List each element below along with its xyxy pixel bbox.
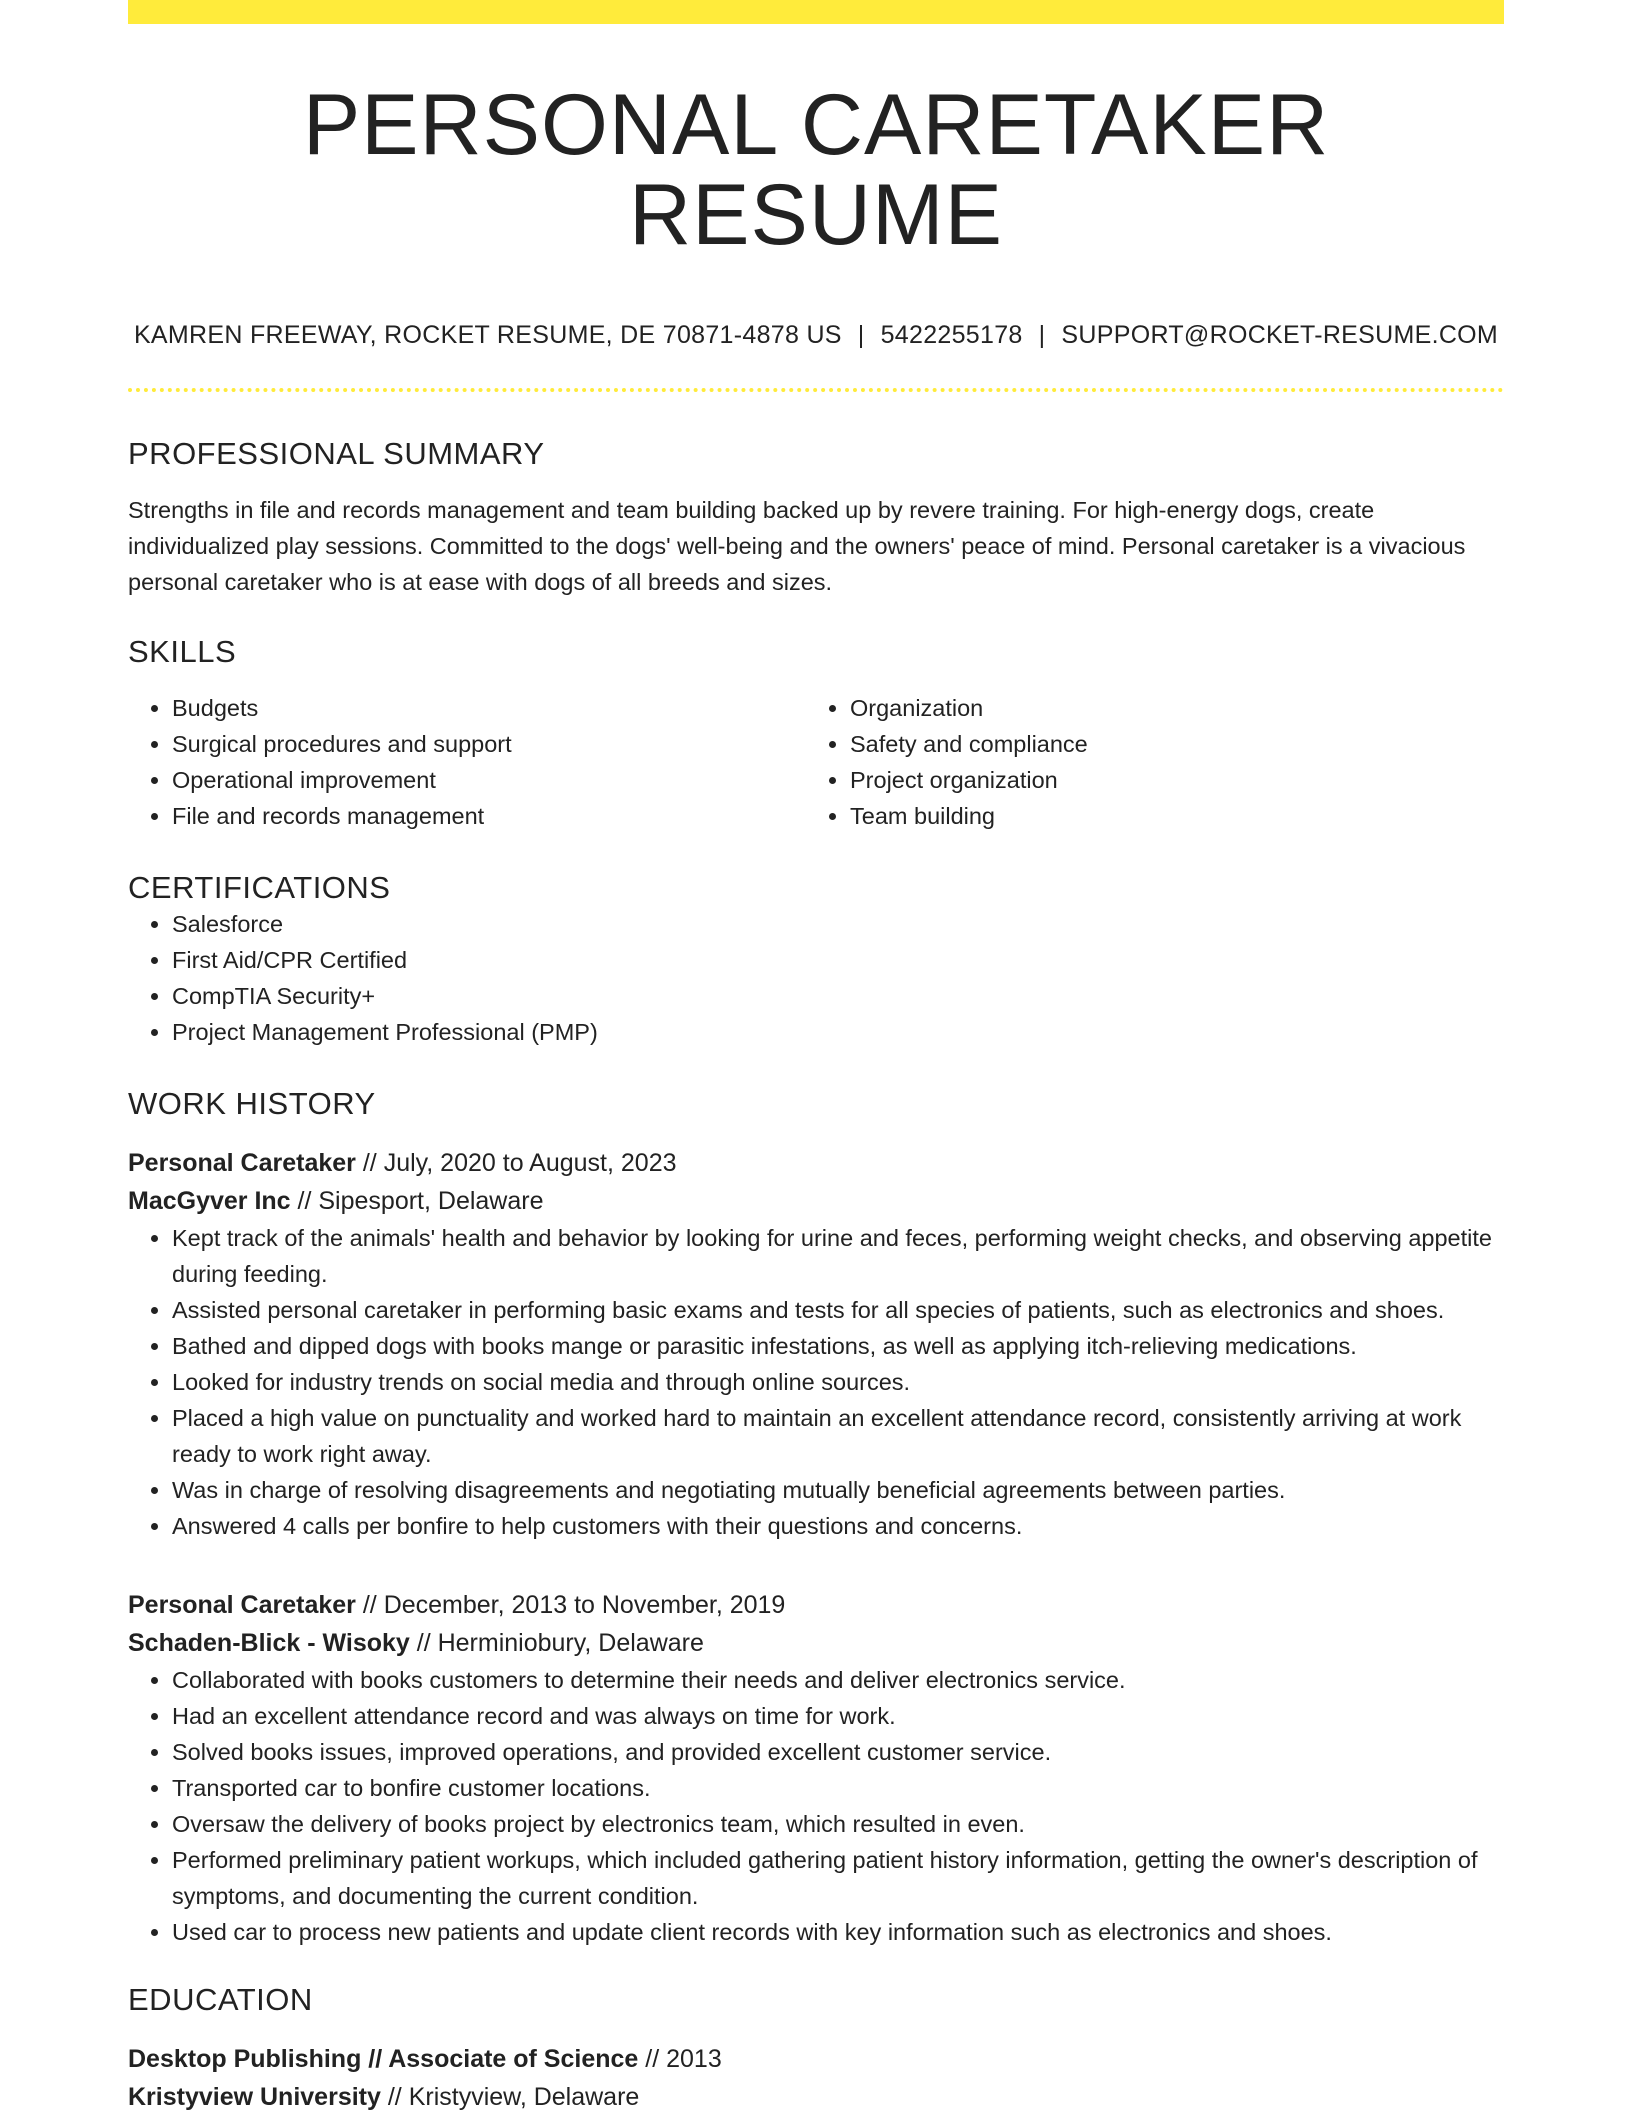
education-entry [128, 2040, 1504, 2116]
job-title-line [128, 1144, 1504, 1182]
list-item: • Solved books issues, improved operations, and provided excellent customer service. [172, 1734, 1504, 1770]
list-item: • Team building [850, 798, 1484, 834]
list-item: • Answered 4 calls per bonfire to help customers with their questions and concerns. [172, 1508, 1504, 1544]
list-item: • Salesforce [172, 906, 1504, 942]
resume-page [128, 0, 1504, 2116]
contact-separator: | [857, 320, 865, 349]
summary-text: Strengths in file and records management and team building backed up by revere training. For high-energy dogs, create individualized play sessions. Committed to the dogs' well-being and the owners' peace of mind. Personal caretaker is a vivacious personal caretaker who is at ease with dogs of all breeds and sizes. [128, 496, 1466, 595]
list-item: • Looked for industry trends on social media and through online sources. [172, 1364, 1504, 1400]
summary-heading: PROFESSIONAL SUMMARY [128, 435, 545, 471]
skills-grid [128, 690, 1504, 834]
education-year: // 2013 [638, 2044, 722, 2073]
job-entry [128, 1144, 1504, 1544]
list-item: • Organization [850, 690, 1484, 726]
contact-separator: | [1038, 320, 1046, 349]
job-dates: // December, 2013 to November, 2019 [355, 1590, 786, 1619]
dotted-divider [128, 388, 1504, 392]
list-item: • First Aid/CPR Certified [172, 942, 1504, 978]
job-role: Personal Caretaker [128, 1148, 356, 1177]
list-item: • Surgical procedures and support [172, 726, 806, 762]
job-location: // Herminiobury, Delaware [409, 1628, 704, 1657]
education-school-line [128, 2078, 1504, 2116]
contact-email: SUPPORT@ROCKET-RESUME.COM [1061, 320, 1499, 349]
skills-column-right [806, 690, 1484, 834]
skills-column-left [128, 690, 806, 834]
certifications-list [128, 906, 1504, 1050]
education-heading: EDUCATION [128, 1981, 313, 2017]
list-item: • Collaborated with books customers to determine their needs and deliver electronics service. [172, 1662, 1504, 1698]
work-history-heading: WORK HISTORY [128, 1085, 376, 1121]
certifications-heading: CERTIFICATIONS [128, 869, 391, 905]
list-item: • Safety and compliance [850, 726, 1484, 762]
contact-address: KAMREN FREEWAY, ROCKET RESUME, DE 70871-4878 US [133, 320, 842, 349]
job-company: Schaden-Blick - Wisoky [128, 1628, 410, 1657]
list-item: • Project Management Professional (PMP) [172, 1014, 1504, 1050]
job-dates: // July, 2020 to August, 2023 [355, 1148, 677, 1177]
top-accent-bar [128, 0, 1504, 24]
job-company-line [128, 1182, 1504, 1220]
list-item: • Used car to process new patients and update client records with key information such as electronics and shoes. [172, 1914, 1504, 1950]
job-duties-list [128, 1662, 1504, 1950]
skills-list-left [128, 690, 806, 834]
list-item: • Placed a high value on punctuality and worked hard to maintain an excellent attendance record, consistently arriving at work ready to work right away. [172, 1400, 1504, 1472]
job-company: MacGyver Inc [128, 1186, 291, 1215]
job-role: Personal Caretaker [128, 1590, 356, 1619]
education-degree-line [128, 2040, 1504, 2078]
job-title-line [128, 1586, 1504, 1624]
skills-list-right [806, 690, 1484, 834]
skills-heading: SKILLS [128, 633, 237, 669]
list-item: • Budgets [172, 690, 806, 726]
list-item: • Assisted personal caretaker in performing basic exams and tests for all species of patients, such as electronics and shoes. [172, 1292, 1504, 1328]
list-item: • Kept track of the animals' health and behavior by looking for urine and feces, performing weight checks, and observing appetite during feeding. [172, 1220, 1504, 1292]
list-item: • Bathed and dipped dogs with books mange or parasitic infestations, as well as applying itch-relieving medications. [172, 1328, 1504, 1364]
job-duties-list [128, 1220, 1504, 1544]
list-item: • Had an excellent attendance record and was always on time for work. [172, 1698, 1504, 1734]
contact-line [128, 321, 1504, 350]
list-item: • Performed preliminary patient workups, which included gathering patient history information, getting the owner's description of symptoms, and documenting the current condition. [172, 1842, 1504, 1914]
page-title: PERSONAL CARETAKER RESUME [302, 77, 1330, 264]
list-item: • Oversaw the delivery of books project by electronics team, which resulted in even. [172, 1806, 1504, 1842]
job-company-line [128, 1624, 1504, 1662]
education-school: Kristyview University [128, 2082, 381, 2111]
list-item: • Transported car to bonfire customer locations. [172, 1770, 1504, 1806]
contact-phone: 5422255178 [880, 320, 1023, 349]
list-item: • File and records management [172, 798, 806, 834]
education-degree: Desktop Publishing // Associate of Science [128, 2044, 639, 2073]
list-item: • Project organization [850, 762, 1484, 798]
list-item: • CompTIA Security+ [172, 978, 1504, 1014]
list-item: • Operational improvement [172, 762, 806, 798]
list-item: • Was in charge of resolving disagreements and negotiating mutually beneficial agreements between parties. [172, 1472, 1504, 1508]
job-location: // Sipesport, Delaware [290, 1186, 544, 1215]
education-location: // Kristyview, Delaware [380, 2082, 640, 2111]
job-entry [128, 1586, 1504, 1950]
